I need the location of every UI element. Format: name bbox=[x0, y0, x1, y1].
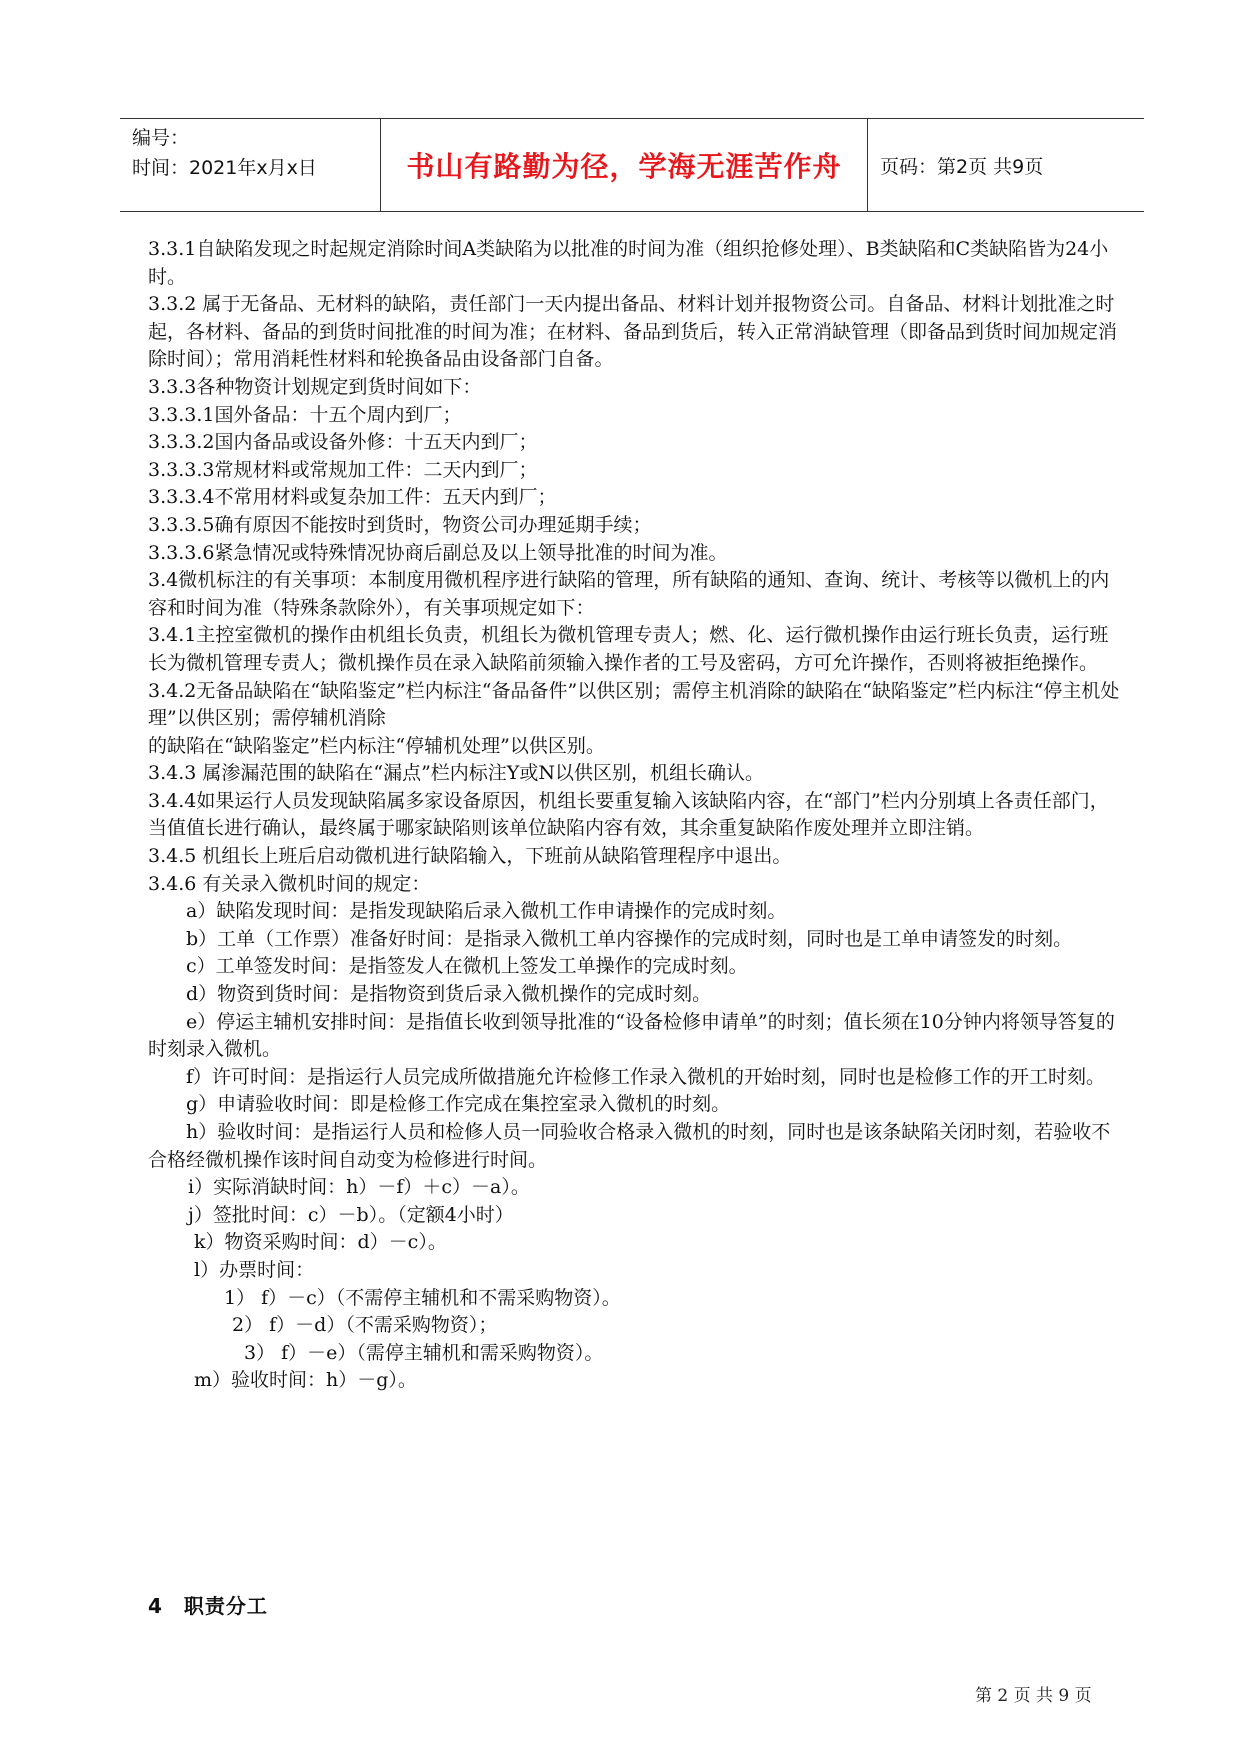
item-g: g）申请验收时间：即是检修工作完成在集控室录入微机的时刻。 bbox=[186, 1093, 731, 1116]
item-l-1: 1） f）－c）（不需停主辅机和不需采购物资）。 bbox=[224, 1286, 621, 1309]
paragraph-3-3-1: 3.3.1自缺陷发现之时起规定消除时间A类缺陷为以批准的时间为准（组织抢修处理）、B类缺陷和C类缺陷皆为24小时。 bbox=[148, 238, 1109, 288]
paragraph-3-4-2-cont: 的缺陷在“缺陷鉴定”栏内标注“停辅机处理”以供区别。 bbox=[148, 734, 605, 757]
item-a: a）缺陷发现时间：是指发现缺陷后录入微机工作申请操作的完成时刻。 bbox=[186, 900, 787, 923]
item-c: c）工单签发时间：是指签发人在微机上签发工单操作的完成时刻。 bbox=[186, 955, 748, 978]
item-m: m）验收时间：h）－g）。 bbox=[194, 1369, 417, 1392]
paragraph-3-4: 3.4微机标注的有关事项：本制度用微机程序进行缺陷的管理，所有缺陷的通知、查询、统计、考核等以微机上的内容和时间为准（特殊条款除外），有关事项规定如下： bbox=[148, 569, 1110, 619]
item-k: k）物资采购时间：d）－c）。 bbox=[194, 1231, 447, 1254]
item-b: b）工单（工作票）准备好时间：是指录入微机工单内容操作的完成时刻，同时也是工单申请签发的时刻。 bbox=[186, 927, 1073, 950]
header-middle-cell bbox=[380, 119, 868, 211]
section-heading-4: 4 职责分工 bbox=[148, 1594, 268, 1618]
paragraph-3-3-3-6: 3.3.3.6紧急情况或特殊情况协商后副总及以上领导批准的时间为准。 bbox=[148, 541, 728, 564]
paragraph-3-3-3: 3.3.3各种物资计划规定到货时间如下： bbox=[148, 375, 482, 398]
paragraph-3-4-5: 3.4.5 机组长上班后启动微机进行缺陷输入，下班前从缺陷管理程序中退出。 bbox=[148, 845, 792, 868]
paragraph-3-4-1: 3.4.1主控室微机的操作由机组长负责，机组长为微机管理专责人；燃、化、运行微机操作由运行班长负责，运行班长为微机管理专责人；微机操作员在录入缺陷前须输入操作者的工号及密码，方可允许操作，否则将被拒绝操作。 bbox=[148, 624, 1109, 674]
header-motto: 书山有路勤为径，学海无涯苦作舟 bbox=[406, 150, 842, 183]
paragraph-3-4-2: 3.4.2无备品缺陷在“缺陷鉴定”栏内标注“备品备件”以供区别；需停主机消除的缺陷在“缺陷鉴定”栏内标注“停主机处理”以供区别；需停辅机消除 bbox=[148, 679, 1120, 730]
paragraph-3-3-3-2: 3.3.3.2国内备品或设备外修：十五天内到厂； bbox=[148, 431, 538, 454]
paragraph-3-3-3-5: 3.3.3.5确有原因不能按时到货时，物资公司办理延期手续； bbox=[148, 513, 652, 536]
header-right-cell bbox=[868, 119, 1144, 211]
item-f: f）许可时间：是指运行人员完成所做措施允许检修工作录入微机的开始时刻，同时也是检修工作的开工时刻。 bbox=[186, 1065, 1106, 1088]
paragraph-3-3-3-3: 3.3.3.3常规材料或常规加工件：二天内到厂； bbox=[148, 458, 538, 481]
paragraph-3-3-2: 3.3.2 属于无备品、无材料的缺陷，责任部门一天内提出备品、材料计划并报物资公司。自备品、材料计划批准之时起，各材料、备品的到货时间批准的时间为准；在材料、备品到货后，转入正常消缺管理（即备品到货时间加规定消除时间）；常用消耗性材料和轮换备品由设备部门自备。 bbox=[148, 293, 1118, 371]
paragraph-3-4-6: 3.4.6 有关录入微机时间的规定： bbox=[148, 872, 431, 895]
item-j: j）签批时间：c）－b）。（定额4小时） bbox=[188, 1203, 514, 1226]
item-l-2: 2） f）－d）（不需采购物资）； bbox=[232, 1314, 498, 1337]
paragraph-3-3-3-4: 3.3.3.4不常用材料或复杂加工件：五天内到厂； bbox=[148, 486, 557, 509]
page-footer: 第 2 页 共 9 页 bbox=[975, 1686, 1092, 1706]
item-e: e）停运主辅机安排时间：是指值长收到领导批准的“设备检修申请单”的时刻；值长须在10分钟内将领导答复的时刻录入微机。 bbox=[148, 1010, 1115, 1061]
document-number-label: 编号： bbox=[132, 127, 190, 149]
page-header bbox=[120, 118, 1144, 212]
paragraph-3-3-3-1: 3.3.3.1国外备品：十五个周内到厂； bbox=[148, 403, 462, 426]
item-l: l）办票时间： bbox=[194, 1258, 315, 1281]
header-left-cell bbox=[120, 119, 380, 211]
header-page-label: 页码：第2页 共9页 bbox=[880, 155, 1044, 178]
item-l-3: 3） f）－e）（需停主辅机和需采购物资）。 bbox=[244, 1341, 604, 1364]
item-h: h）验收时间：是指运行人员和检修人员一同验收合格录入微机的时刻，同时也是该条缺陷关闭时刻，若验收不合格经微机操作该时间自动变为检修进行时间。 bbox=[148, 1121, 1111, 1171]
paragraph-3-4-4: 3.4.4如果运行人员发现缺陷属多家设备原因，机组长要重复输入该缺陷内容，在“部门”栏内分别填上各责任部门，当值值长进行确认，最终属于哪家缺陷则该单位缺陷内容有效，其余重复缺陷作废处理并立即注销。 bbox=[148, 789, 1109, 840]
document-body bbox=[148, 236, 1123, 1395]
item-i: i）实际消缺时间：h）－f）＋c）－a）。 bbox=[188, 1176, 530, 1199]
document-time-label: 时间：2021年x月x日 bbox=[132, 157, 317, 179]
paragraph-3-4-3: 3.4.3 属渗漏范围的缺陷在“漏点”栏内标注Y或N以供区别，机组长确认。 bbox=[148, 762, 764, 785]
item-d: d）物资到货时间：是指物资到货后录入微机操作的完成时刻。 bbox=[186, 983, 712, 1006]
